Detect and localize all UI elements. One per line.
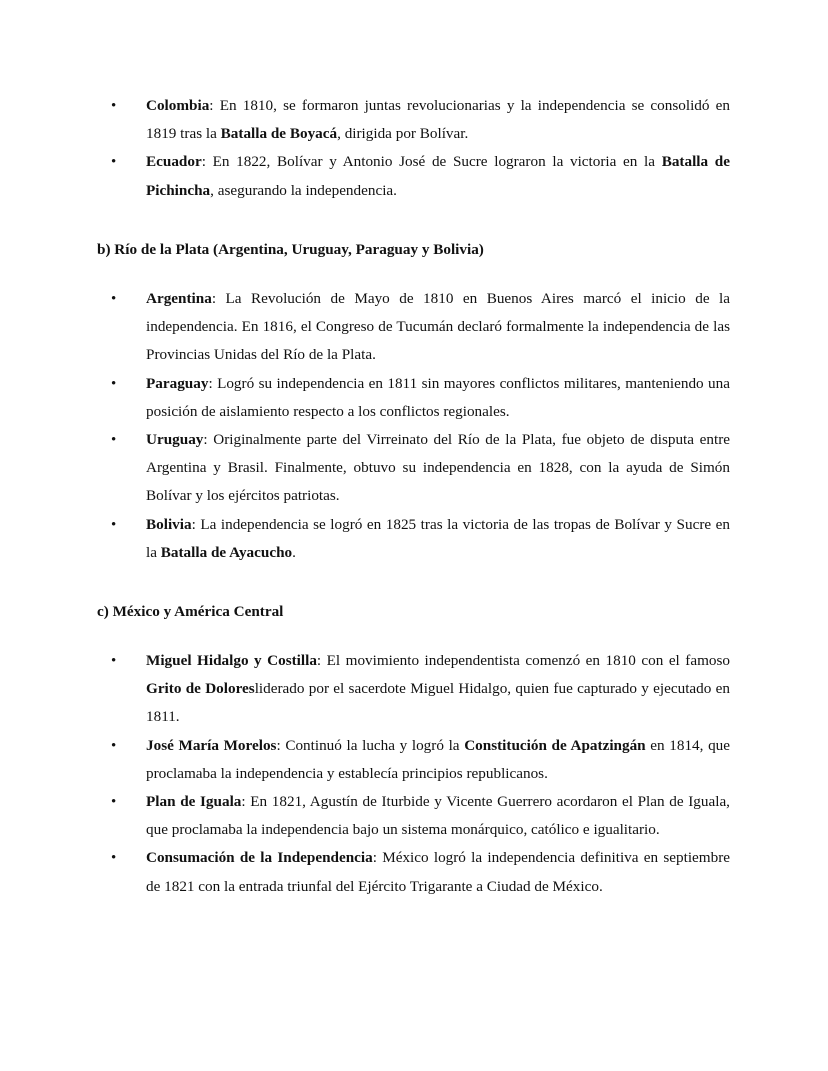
bullet-icon: • xyxy=(111,653,117,669)
bold-term: Argentina xyxy=(146,290,212,307)
bold-term: Uruguay xyxy=(146,431,204,449)
bold-term: Consumación de la Independencia xyxy=(146,849,373,867)
bullet-icon: • xyxy=(111,850,117,867)
list-item: • Uruguay: Originalmente parte del Virreinato del Río de la Plata, fue objeto de disputa entre Argentina y Brasil. Finalmente, obtuvo su independencia en 1828, con la ayuda de Simón Bolívar y los ejércitos patriotas. xyxy=(0,426,828,511)
list-item: • Colombia: En 1810, se formaron juntas revolucionarias y la independencia se consolidó en 1819 tras la Batalla de Boyacá, dirigida por Bolívar. xyxy=(0,92,828,148)
list-item: • Plan de Iguala: En 1821, Agustín de Iturbide y Vicente Guerrero acordaron el Plan de Iguala, que proclamaba la independencia bajo un sistema monárquico, católico e igualitario. xyxy=(0,788,828,844)
section-heading-mexico: c) México y América Central xyxy=(97,603,284,620)
list-item: • Ecuador: En 1822, Bolívar y Antonio José de Sucre lograron la victoria en la Batalla de Pichincha, asegurando la independencia. xyxy=(0,148,828,204)
bold-term: Batalla de Ayacucho xyxy=(160,543,293,561)
bold-term: Colombia xyxy=(146,97,210,114)
bold-term: Batalla de Boyacá xyxy=(220,125,338,143)
mexico-america-central-list xyxy=(0,647,828,901)
list-item: • Paraguay: Logró su independencia en 1811 sin mayores conflictos militares, manteniendo una posición de aislamiento respecto a los conflictos regionales. xyxy=(0,370,828,426)
bullet-icon: • xyxy=(111,737,117,754)
bullet-icon: • xyxy=(111,432,117,449)
bullet-icon: • xyxy=(111,291,117,307)
bullet-icon: • xyxy=(111,98,117,114)
bold-term: Plan de Iguala xyxy=(146,793,242,811)
section-heading-rio-de-la-plata: b) Río de la Plata (Argentina, Uruguay, Paraguay y Bolivia) xyxy=(97,241,484,258)
bullet-icon: • xyxy=(111,375,117,392)
list-item: • Consumación de la Independencia: México logró la independencia definitiva en septiembre de 1821 con la entrada triunfal del Ejército Trigarante a Ciudad de México. xyxy=(0,844,828,900)
bold-term: Ecuador xyxy=(146,153,202,171)
bullet-icon: • xyxy=(111,794,117,811)
list-item: • Argentina: La Revolución de Mayo de 1810 en Buenos Aires marcó el inicio de la independencia. En 1816, el Congreso de Tucumán declaró formalmente la independencia de las Provincias Unidas del Río de la Plata. xyxy=(0,285,828,370)
bold-term: Constitución de Apatzingán xyxy=(464,736,646,754)
list-item: • José María Morelos: Continuó la lucha y logró la Constitución de Apatzingán en 1814, que proclamaba la independencia y establecía principios republicanos. xyxy=(0,732,828,788)
bullet-icon: • xyxy=(111,516,117,533)
list-item: • Bolivia: La independencia se logró en 1825 tras la victoria de las tropas de Bolívar y Sucre en la Batalla de Ayacucho. xyxy=(0,511,828,567)
bold-term: Miguel Hidalgo y Costilla xyxy=(146,652,317,669)
list-item: • Miguel Hidalgo y Costilla: El movimiento independentista comenzó en 1810 con el famoso Grito de Doloresliderado por el sacerdote Miguel Hidalgo, quien fue capturado y ejecutado en 1811. xyxy=(0,647,828,732)
bold-term: Bolivia xyxy=(146,515,192,533)
colombia-ecuador-list xyxy=(0,92,828,205)
bold-term: Batalla de Pichincha xyxy=(146,153,730,199)
bold-term: Paraguay xyxy=(146,374,209,392)
rio-de-la-plata-list xyxy=(0,285,828,567)
bold-term: José María Morelos xyxy=(146,736,277,754)
bold-term: Grito de Dolores xyxy=(146,680,255,698)
bullet-icon: • xyxy=(111,154,117,171)
